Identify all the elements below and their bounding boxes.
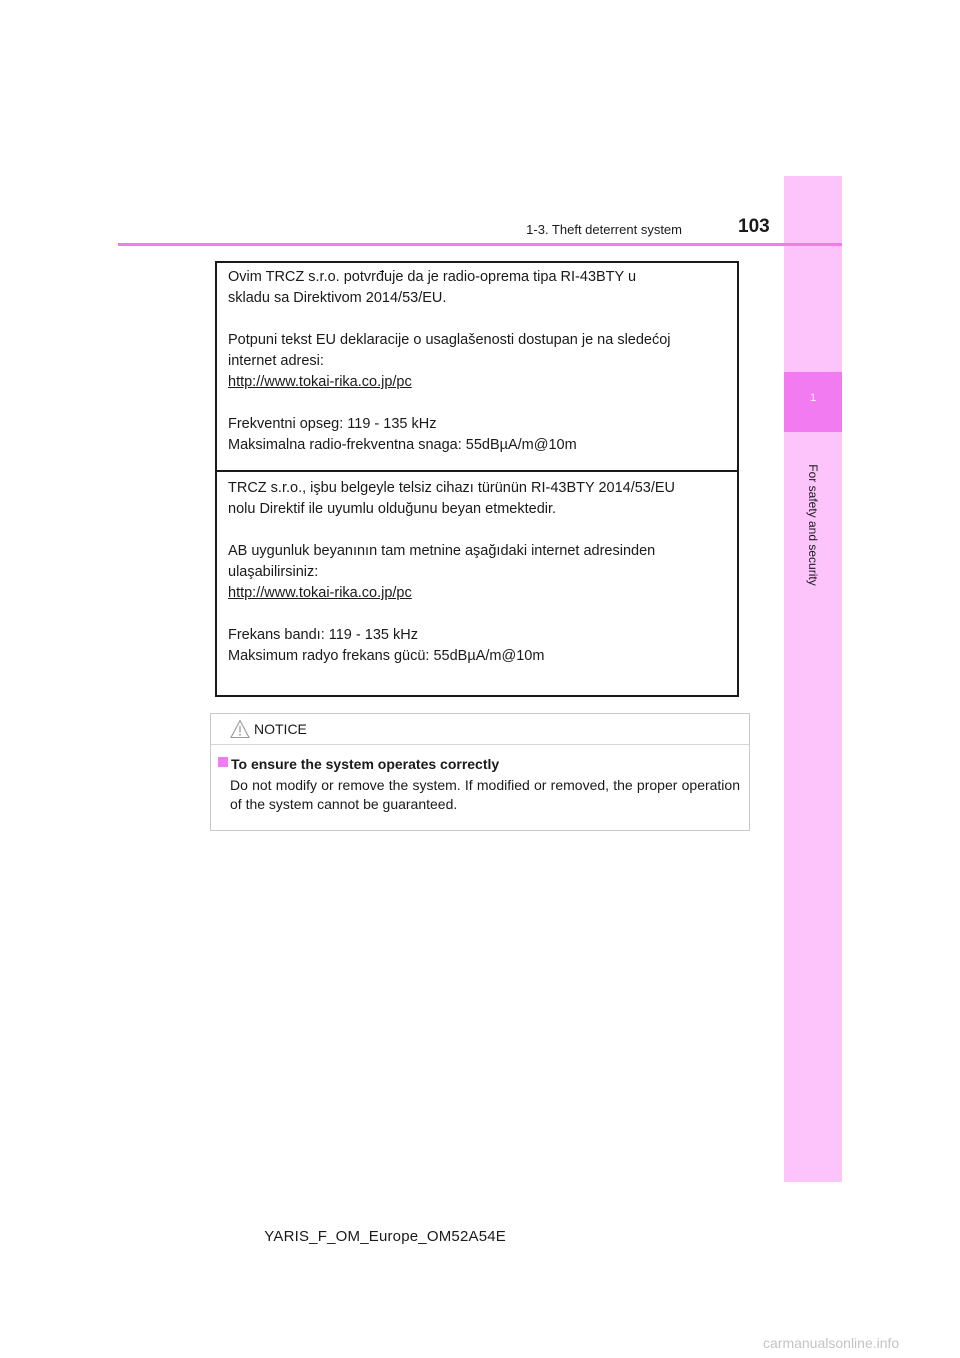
conformity-declaration-box bbox=[215, 261, 739, 697]
turkish-line-6: Maksimum radyo frekans gücü: 55dBµA/m@10m bbox=[228, 648, 545, 664]
serbian-link[interactable]: http://www.tokai-rika.co.jp/pc bbox=[228, 374, 412, 390]
notice-title: NOTICE bbox=[254, 721, 307, 737]
chapter-number: 1 bbox=[809, 392, 817, 404]
watermark: carmanualsonline.info bbox=[763, 1335, 900, 1351]
notice-body: Do not modify or remove the system. If modified or removed, the proper operation of the system cannot be guaranteed. bbox=[230, 777, 740, 812]
turkish-line-2: nolu Direktif ile uyumlu olduğunu beyan etmektedir. bbox=[228, 501, 557, 517]
page-number: 103 bbox=[738, 216, 770, 237]
notice-bullet bbox=[218, 757, 228, 767]
language-divider bbox=[217, 470, 737, 472]
serbian-line-2: skladu sa Direktivom 2014/53/EU. bbox=[228, 290, 447, 306]
turkish-line-4: ulaşabilirsiniz: bbox=[228, 564, 319, 580]
serbian-line-1: Ovim TRCZ s.r.o. potvrđuje da je radio-oprema tipa RI-43BTY u bbox=[228, 269, 637, 285]
turkish-link[interactable]: http://www.tokai-rika.co.jp/pc bbox=[228, 585, 412, 601]
section-title: 1-3. Theft deterrent system bbox=[526, 222, 682, 237]
turkish-line-5: Frekans bandı: 119 - 135 kHz bbox=[228, 627, 418, 643]
turkish-line-1: TRCZ s.r.o., işbu belgeyle telsiz cihazı türünün RI-43BTY 2014/53/EU bbox=[228, 480, 676, 496]
chapter-side-tab bbox=[784, 176, 842, 1182]
notice-box bbox=[210, 713, 750, 831]
document-id: YARIS_F_OM_Europe_OM52A54E bbox=[264, 1228, 506, 1245]
chapter-label: For safety and security bbox=[806, 464, 820, 586]
notice-heading: To ensure the system operates correctly bbox=[231, 756, 500, 772]
notice-header bbox=[211, 714, 749, 745]
serbian-line-6: Maksimalna radio-frekventna snaga: 55dBµA/m@10m bbox=[228, 437, 577, 453]
serbian-line-4: internet adresi: bbox=[228, 353, 324, 369]
serbian-line-3: Potpuni tekst EU deklaracije o usaglašenosti dostupan je na sledećoj bbox=[228, 332, 671, 348]
serbian-line-5: Frekventni opseg: 119 - 135 kHz bbox=[228, 416, 437, 432]
header-rule bbox=[118, 243, 842, 246]
turkish-line-3: AB uygunluk beyanının tam metnine aşağıdaki internet adresinden bbox=[228, 543, 656, 559]
warning-triangle-icon bbox=[230, 719, 250, 739]
